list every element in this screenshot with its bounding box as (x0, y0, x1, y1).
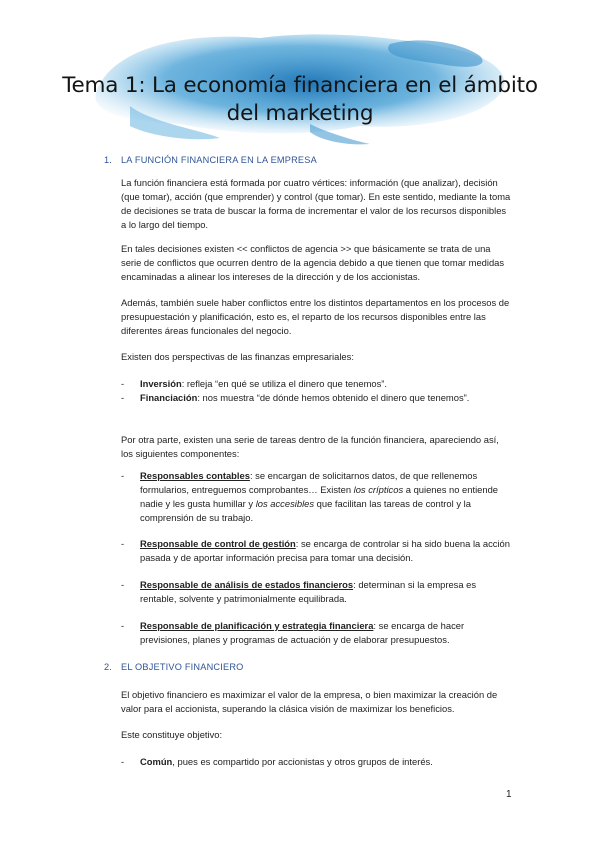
paragraph-function (121, 176, 513, 232)
list-text: , pues es compartido por accionistas y otros grupos de interés. (172, 756, 433, 767)
list-term: Responsables contables (140, 470, 250, 481)
list-text: : se encarga de controlar si ha sido buena la acción pasada y de aportar información precisa para tomar una decisión. (140, 538, 510, 563)
paragraph-departments (121, 296, 513, 338)
list-dash: - (121, 579, 125, 590)
list-text: : nos muestra “de dónde hemos obtenido el dinero que tenemos”. (197, 392, 470, 403)
list-text: a quienes no entiende nadie y les gusta humillar y (140, 484, 499, 509)
list-term: Responsable de control de gestión (140, 538, 296, 549)
section-number: 2. (104, 662, 113, 672)
list-text: : se encarga de hacer previsiones, planes y programas de actuación y de elaborar presupuestos. (140, 620, 465, 645)
list-text: : refleja “en qué se utiliza el dinero que tenemos”. (181, 378, 388, 389)
section-number: 1. (104, 155, 113, 165)
paragraph-text: Existen dos perspectivas de las finanzas empresariales: (121, 351, 354, 362)
paragraph-objective (121, 688, 513, 716)
paragraph-perspectives (121, 350, 513, 364)
paragraph-text: La función financiera está formada por cuatro vértices: información (que analizar), decisión (que tomar), acción (que emprender) y control (que tomar). En este sentido, mediante la toma de decisiones se trata de buscar la forma de incrementar el valor de los recursos disponibles a lo largo del tiempo. (121, 177, 511, 230)
section-label: LA FUNCIÓN FINANCIERA EN LA EMPRESA (121, 155, 317, 165)
list-dash: - (121, 392, 125, 403)
list-text: : determinan si la empresa es rentable, solvente y patrimonialmente equilibrada. (140, 579, 477, 604)
paragraph-text: Por otra parte, existen una serie de tareas dentro de la función financiera, apareciendo así, los siguientes componentes: (121, 434, 499, 459)
list-term: Inversión (140, 378, 182, 389)
list-term: Responsable de análisis de estados financieros (140, 579, 354, 590)
list-term: Financiación (140, 392, 198, 403)
page-number: 1 (506, 789, 512, 800)
paragraph-text: Además, también suele haber conflictos entre los distintos departamentos en los procesos de presupuestación y planificación, esto es, el reparto de los recursos disponibles entre las diferentes áreas funcionales del negocio. (121, 297, 510, 336)
paragraph-agency-conflicts (121, 242, 513, 284)
paragraph-constitutes (121, 728, 513, 742)
paragraph-text: Este constituye objetivo: (121, 729, 223, 740)
list-text: que facilitan las tareas de control y la comprensión de su trabajo. (140, 498, 471, 523)
list-dash: - (121, 756, 125, 767)
paragraph-text: El objetivo financiero es maximizar el valor de la empresa, o bien maximizar la creación de valor para el accionista, superando la clásica visión de maximizar los beneficios. (121, 689, 498, 714)
paragraph-tasks (121, 433, 513, 461)
list-italic: los crípticos (353, 484, 404, 495)
list-text: : se encargan de solicitarnos datos, de que rellenemos formularios, entreguemos comprobantes… Existen (140, 470, 478, 495)
title-line-1: Tema 1: La economía financiera en el ámbito (62, 73, 538, 98)
list-dash: - (121, 538, 125, 549)
list-dash: - (121, 378, 125, 389)
page-title (60, 72, 540, 128)
list-dash: - (121, 470, 125, 481)
list-term: Común (140, 756, 173, 767)
title-line-2: del marketing (226, 101, 374, 126)
section-label: EL OBJETIVO FINANCIERO (121, 662, 244, 672)
list-italic: los accesibles (255, 498, 315, 509)
list-dash: - (121, 620, 125, 631)
list-term: Responsable de planificación y estrategia financiera (140, 620, 374, 631)
paragraph-text: En tales decisiones existen << conflictos de agencia >> que básicamente se trata de una serie de conflictos que ocurren dentro de la agencia debido a que tienen que tomar medidas encaminadas a alinear los intereses de la dirección y de los accionistas. (121, 243, 505, 282)
